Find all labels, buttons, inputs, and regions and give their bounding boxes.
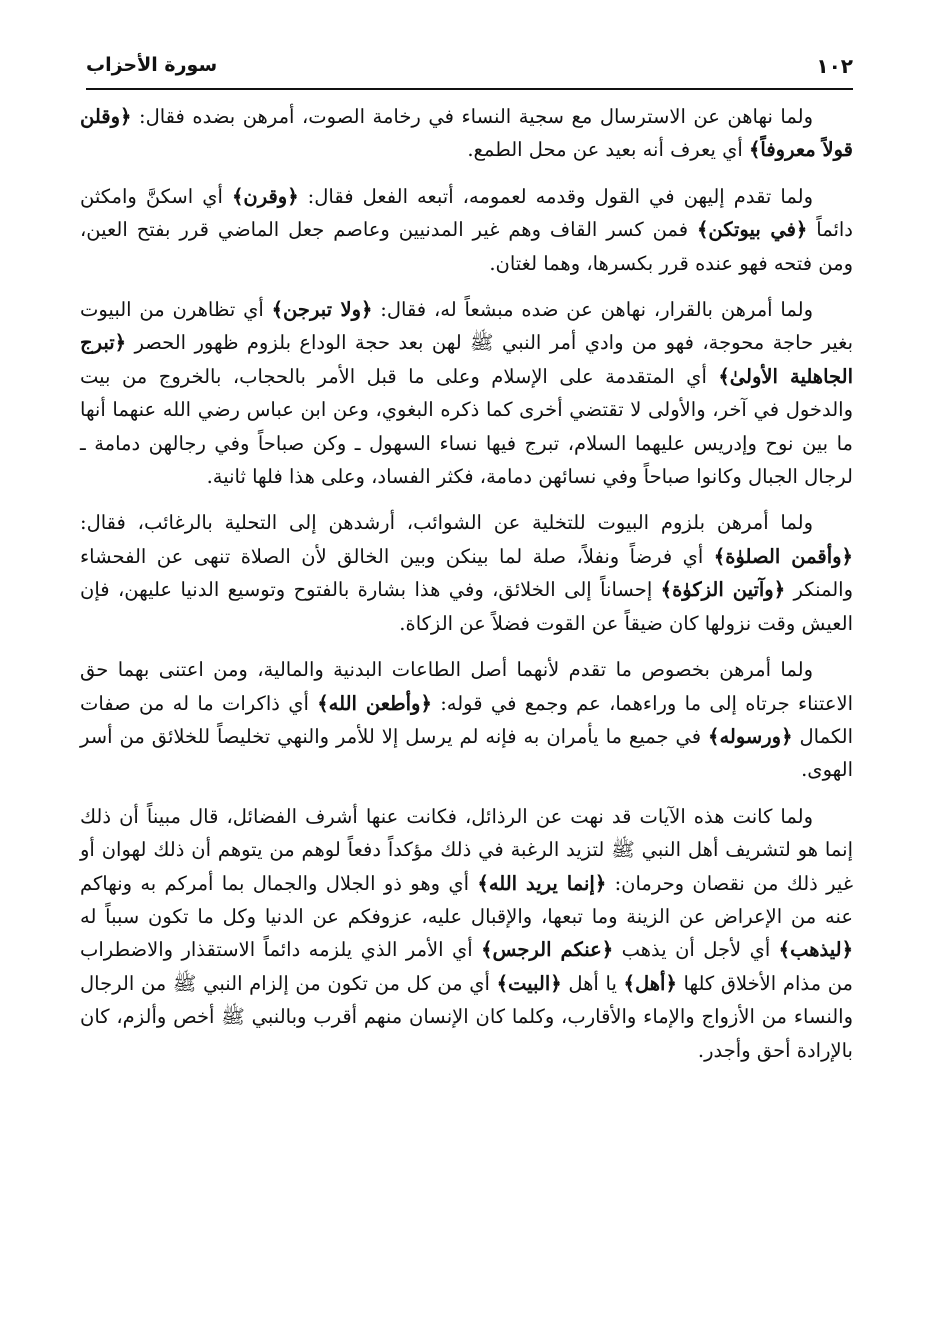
paragraph-text: أي ذاكرات ما له من صفات الكمال — [80, 691, 854, 748]
paragraph-text: أي يعرف أنه بعيد عن محل الطمع. — [467, 138, 749, 162]
paragraph-text: يا أهل — [561, 971, 624, 995]
paragraph-text: أي اسكنَّ وامكثن دائماً — [80, 184, 853, 242]
quran-verse-quote: ﴿أهل﴾ — [623, 971, 677, 995]
commentary-text — [80, 100, 853, 1067]
quran-verse-quote: ﴿عنكم الرجس﴾ — [481, 938, 614, 962]
quran-verse-quote: ﴿ليذهب﴾ — [778, 938, 853, 962]
quran-verse-quote: ﴿تبرج الجاهلية الأولىٰ﴾ — [80, 331, 853, 388]
quran-verse-quote: ﴿وأطعن الله﴾ — [317, 691, 432, 715]
paragraph-text: ولما أمرهن بلزوم البيوت للتخلية عن الشوائب، أرشدهن إلى التحلية بالرغائب، فقال: — [80, 511, 813, 535]
quran-verse-quote: ﴿في بيوتكن﴾ — [696, 218, 808, 242]
paragraph — [80, 800, 853, 1067]
paragraph-text: ولما أمرهن بخصوص ما تقدم لأنهما أصل الطاعات البدنية والمالية، ومن اعتنى بهما حق الاعتناء جرتاه إلى ما وراءهما، عم وجمع في قوله: — [80, 658, 854, 715]
quran-verse-quote: ﴿ورسوله﴾ — [708, 724, 793, 748]
header-divider — [86, 88, 853, 90]
paragraph — [80, 653, 853, 787]
paragraph — [80, 180, 853, 280]
paragraph-text: في جميع ما يأمران به فإنه لم يرسل إلا للأمر والنهي تخليصاً للخلائق من أسر الهوى. — [80, 724, 853, 782]
page-header — [86, 54, 853, 86]
paragraph-text: ولما تقدم إليهن في القول وقدمه لعمومه، أتبعه الفعل فقال: — [298, 184, 813, 208]
quran-verse-quote: ﴿البيت﴾ — [496, 971, 562, 995]
quran-verse-quote: ﴿وآتين الزكوٰة﴾ — [660, 578, 786, 602]
paragraph-text: أي وهو ذو الجلال والجمال بما أمركم به ونهاكم عنه من الإعراض عن الزينة وما تبعها، والإقبال عليه، عزوفكم عن الدنيا وكل ما تكون سبباً له — [80, 871, 853, 928]
paragraph-text: أي من كل من تكون من إلزام النبي ﷺ من الرجال والنساء من الأزواج والإماء والأقارب، وكلما كان الإنسان منهم أقرب وبالنبي ﷺ أخص وألزم، كان بالإرادة أحق وأجدر. — [80, 971, 853, 1062]
paragraph-text: ولما نهاهن عن الاسترسال مع سجية النساء في رخامة الصوت، أمرهن بضده فقال: — [131, 105, 813, 128]
paragraph-text: ولما كانت هذه الآيات قد نهت عن الرذائل، فكانت عنها أشرف الفضائل، قال مبيناً أن ذلك إنما هو لتشريف أهل النبي ﷺ لتزيد الرغبة في ذلك مؤكداً دفعاً لوهم من يتوهم أن ذلك لهوان أو غير ذلك من نقصان وحرمان: — [80, 804, 854, 895]
paragraph-text: إحساناً إلى الخلائق، وفي هذا بشارة بالفتوح وتوسيع الدنيا عليهن، فإن العيش وقت نزولها كان ضيقاً عن القوت فضلاً عن الزكاة. — [80, 578, 853, 635]
paragraph — [80, 293, 853, 493]
quran-verse-quote: ﴿إنما يريد الله﴾ — [477, 871, 607, 895]
paragraph-text: أي الأمر الذي يلزمه دائماً الاستقذار والاضطراب من مذام الأخلاق كلها — [80, 938, 854, 995]
paragraph — [80, 506, 853, 640]
paragraph-text: أي المتقدمة على الإسلام وعلى ما قبل الأمر بالحجاب، بالخروج من بيت والدخول في آخر، والأولى لا تقتضي أخرى كما ذكره البغوي، وعن ابن عباس رضي الله عنهما أنها ما بين نوح وإدريس عليهما السلام، تبرج فيها نساء السهول ـ وكن صباحاً وفي رجالهن دمامة ـ لرجال الجبال وكانوا صباحاً وفي نسائهن دمامة، فكثر الفساد، وعلى هذا فلها ثانية. — [80, 364, 853, 489]
quran-verse-quote: ﴿ولا تبرجن﴾ — [271, 298, 373, 322]
paragraph-text: أي فرضاً ونفلاً، صلة لما بينكن وبين الخالق لأن الصلاة تنهى عن الفحشاء والمنكر — [80, 544, 853, 602]
paragraph-text: ولما أمرهن بالقرار، نهاهن عن ضده مبشعاً له، فقال: — [372, 298, 813, 322]
paragraph — [80, 100, 853, 167]
running-title: سورة الأحزاب — [86, 54, 218, 76]
paragraph-text: أي تظاهرن من البيوت بغير حاجة محوجة، فهو من وادي أمر النبي ﷺ لهن بعد حجة الوداع بلزوم ظهور الحصر — [80, 298, 853, 355]
quran-verse-quote: ﴿وأقمن الصلوٰة﴾ — [713, 544, 853, 568]
quran-verse-quote: ﴿وقرن﴾ — [231, 184, 299, 208]
paragraph-text: فمن كسر القاف وهم غير المدنيين وعاصم جعل الماضي قرر بفتح العين، ومن فتحه فهو عنده قرر بكسرها، وهما لغتان. — [80, 218, 853, 275]
paragraph-text: أي لأجل أن يذهب — [613, 938, 779, 962]
page-number: ١٠٢ — [816, 54, 853, 78]
quran-verse-quote: ﴿وقلن قولاً معروفاً﴾ — [80, 105, 853, 162]
